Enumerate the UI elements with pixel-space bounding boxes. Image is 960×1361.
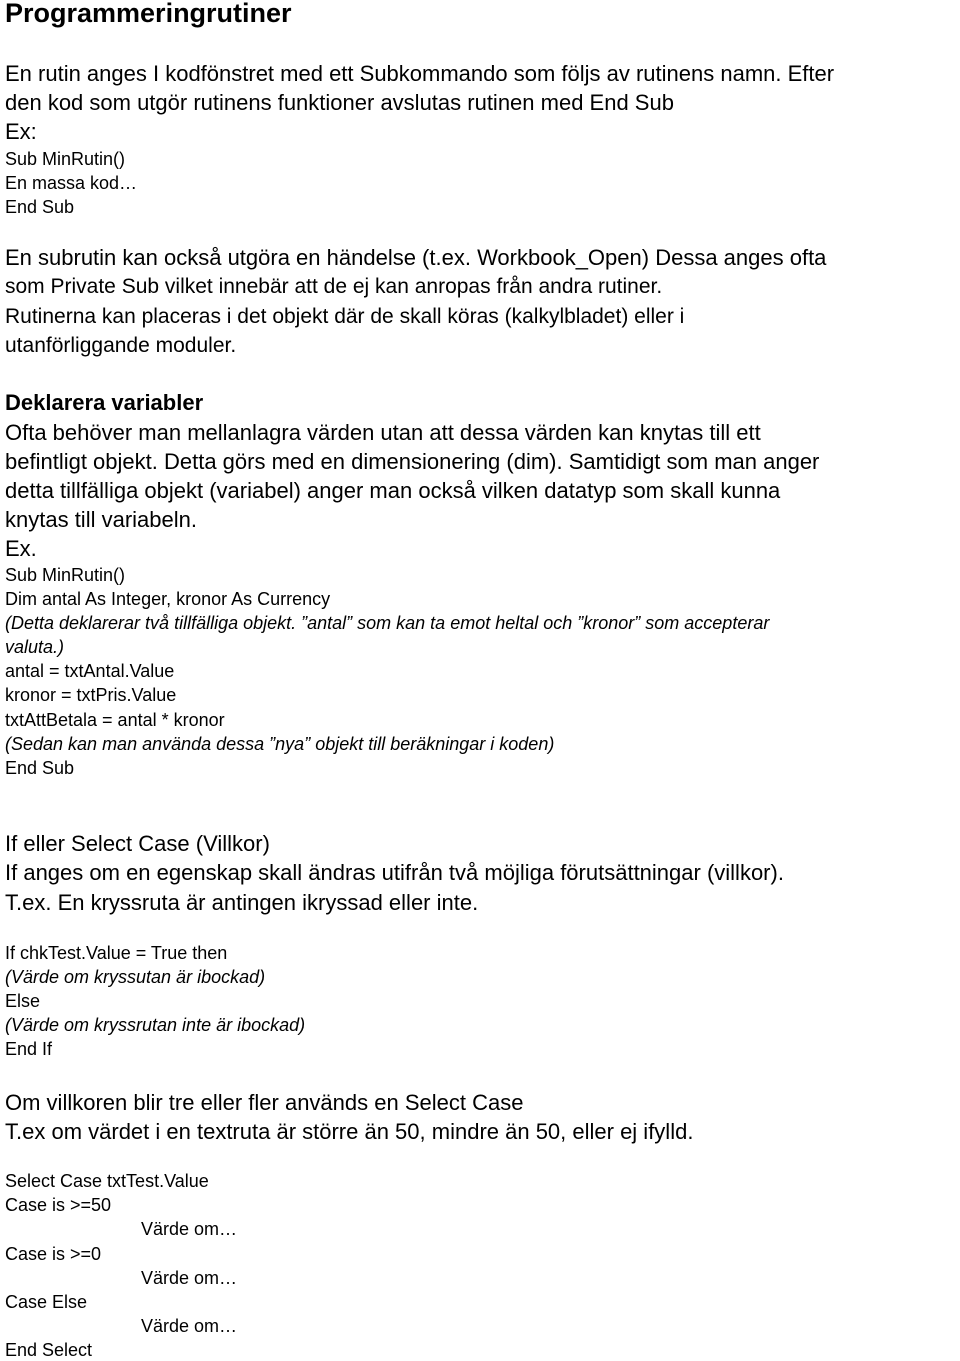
variables-code-line-6: kronor = txtPris.Value (5, 685, 177, 705)
intro-ex-label: Ex: (5, 119, 37, 144)
if-code-else: Else (5, 991, 41, 1011)
conditions-text-line-1: If anges om en egenskap skall ändras utifrån två möjliga förutsättningar (villkor). (5, 860, 784, 885)
page-title: Programmeringrutiner (5, 0, 292, 28)
select-code-end: End Select (5, 1340, 93, 1360)
select-code-value-1: Värde om… (141, 1219, 238, 1239)
select-code-value-3: Värde om… (141, 1316, 238, 1336)
subroutine-line-2: som Private Sub vilket innebär att de ej kan anropas från andra rutiner. (5, 275, 663, 298)
if-code-comment-1: (Värde om kryssutan är ibockad) (5, 967, 266, 987)
variables-text-line-3: detta tillfälliga objekt (variabel) anger man också vilken datatyp som skall kunna (5, 478, 781, 503)
variables-code-line-2: Dim antal As Integer, kronor As Currency (5, 589, 331, 609)
conditions-text-line-2: T.ex. En kryssruta är antingen ikryssad eller inte. (5, 890, 479, 915)
subroutine-line-1: En subrutin kan också utgöra en händelse (t.ex. Workbook_Open) Dessa anges ofta (5, 245, 827, 270)
subroutine-line-3: Rutinerna kan placeras i det objekt där de skall köras (kalkylbladet) eller i (5, 305, 685, 328)
example1-code-line-3: End Sub (5, 197, 75, 217)
variables-code-line-1: Sub MinRutin() (5, 565, 126, 585)
variables-text-line-4: knytas till variabeln. (5, 507, 197, 532)
example1-code-line-1: Sub MinRutin() (5, 149, 126, 169)
conditions-heading: If eller Select Case (Villkor) (5, 831, 270, 856)
intro-line-1: En rutin anges I kodfönstret med ett Subkommando som följs av rutinens namn. Efter (5, 61, 835, 86)
select-code-case-1: Case is >=50 (5, 1195, 112, 1215)
variables-code-comment-3: (Sedan kan man använda dessa ”nya” objekt till beräkningar i koden) (5, 734, 555, 754)
variables-heading: Deklarera variabler (5, 390, 204, 415)
variables-code-line-9: End Sub (5, 758, 75, 778)
variables-text-line-2: befintligt objekt. Detta görs med en dimensionering (dim). Samtidigt som man anger (5, 449, 820, 474)
if-code-line-1: If chkTest.Value = True then (5, 943, 228, 963)
if-code-end: End If (5, 1039, 53, 1059)
example1-code-line-2: En massa kod… (5, 173, 138, 193)
select-code-line-1: Select Case txtTest.Value (5, 1171, 209, 1191)
variables-text-line-1: Ofta behöver man mellanlagra värden utan att dessa värden kan knytas till ett (5, 420, 761, 445)
variables-code-comment-1: (Detta deklarerar två tillfälliga objekt. ”antal” som kan ta emot heltal och ”kronor” som accepterar (5, 613, 770, 633)
if-code-comment-2: (Värde om kryssrutan inte är ibockad) (5, 1015, 306, 1035)
select-text-line-2: T.ex om värdet i en textruta är större än 50, mindre än 50, eller ej ifylld. (5, 1119, 694, 1144)
variables-code-line-5: antal = txtAntal.Value (5, 661, 175, 681)
select-code-value-2: Värde om… (141, 1268, 238, 1288)
select-text-line-1: Om villkoren blir tre eller fler används en Select Case (5, 1090, 524, 1115)
variables-ex-label: Ex. (5, 536, 37, 561)
intro-line-2: den kod som utgör rutinens funktioner avslutas rutinen med End Sub (5, 90, 674, 115)
variables-code-comment-2: valuta.) (5, 637, 65, 657)
variables-code-line-7: txtAttBetala = antal * kronor (5, 710, 225, 730)
select-code-case-else: Case Else (5, 1292, 88, 1312)
select-code-case-2: Case is >=0 (5, 1244, 102, 1264)
subroutine-line-4: utanförliggande moduler. (5, 334, 237, 357)
